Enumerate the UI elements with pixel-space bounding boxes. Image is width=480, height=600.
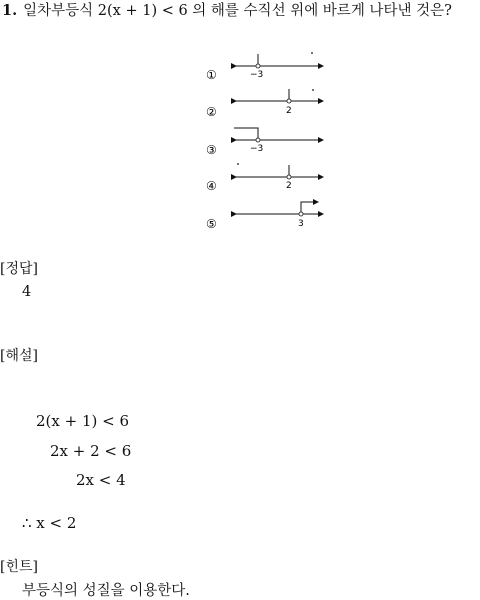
option-2[interactable] — [206, 89, 323, 119]
option-3-label: −3 — [250, 144, 264, 154]
option-2-label: 2 — [286, 106, 292, 116]
option-3-point — [256, 138, 260, 142]
option-4-marker: ④ — [206, 179, 217, 193]
option-2-marker: ② — [206, 105, 217, 119]
question-text-before: 일차부등식 — [23, 3, 98, 19]
explanation-line-2: 2x + 2 < 6 — [50, 442, 132, 460]
option-2-point — [287, 99, 291, 103]
answer-value: 4 — [22, 284, 32, 300]
option-1[interactable] — [206, 52, 323, 82]
option-2-dot — [312, 89, 314, 91]
option-3-ray — [234, 128, 258, 140]
question-number: 1. — [2, 2, 18, 19]
hint-label: [힌트] — [0, 559, 38, 575]
option-4-point — [287, 175, 291, 179]
option-3[interactable] — [206, 128, 323, 157]
question-text-after: 의 해를 수직선 위에 바르게 나타낸 것은? — [187, 3, 452, 19]
option-3-marker: ③ — [206, 143, 217, 157]
option-5-label: 3 — [298, 219, 304, 229]
answer-label: [정답] — [0, 261, 38, 277]
option-4[interactable] — [206, 163, 323, 193]
option-1-label: −3 — [250, 70, 264, 80]
explanation-label: [해설] — [0, 348, 38, 364]
explanation-line-1: 2(x + 1) < 6 — [36, 412, 130, 430]
hint-text: 부등식의 성질을 이용한다. — [22, 583, 190, 599]
explanation-conclusion: ∴ x < 2 — [22, 514, 77, 532]
option-5-marker: ⑤ — [206, 217, 217, 231]
question-expression: 2(x + 1) < 6 — [97, 3, 188, 19]
option-4-label: 2 — [286, 181, 292, 191]
option-1-dot — [311, 52, 313, 54]
option-5-point — [299, 212, 303, 216]
explanation-line-3: 2x < 4 — [76, 471, 126, 489]
option-5[interactable] — [206, 202, 323, 231]
option-1-marker: ① — [206, 68, 217, 82]
option-1-point — [256, 64, 260, 68]
option-5-ray — [301, 202, 318, 214]
option-4-dot — [237, 163, 239, 165]
options-figure — [0, 0, 480, 240]
